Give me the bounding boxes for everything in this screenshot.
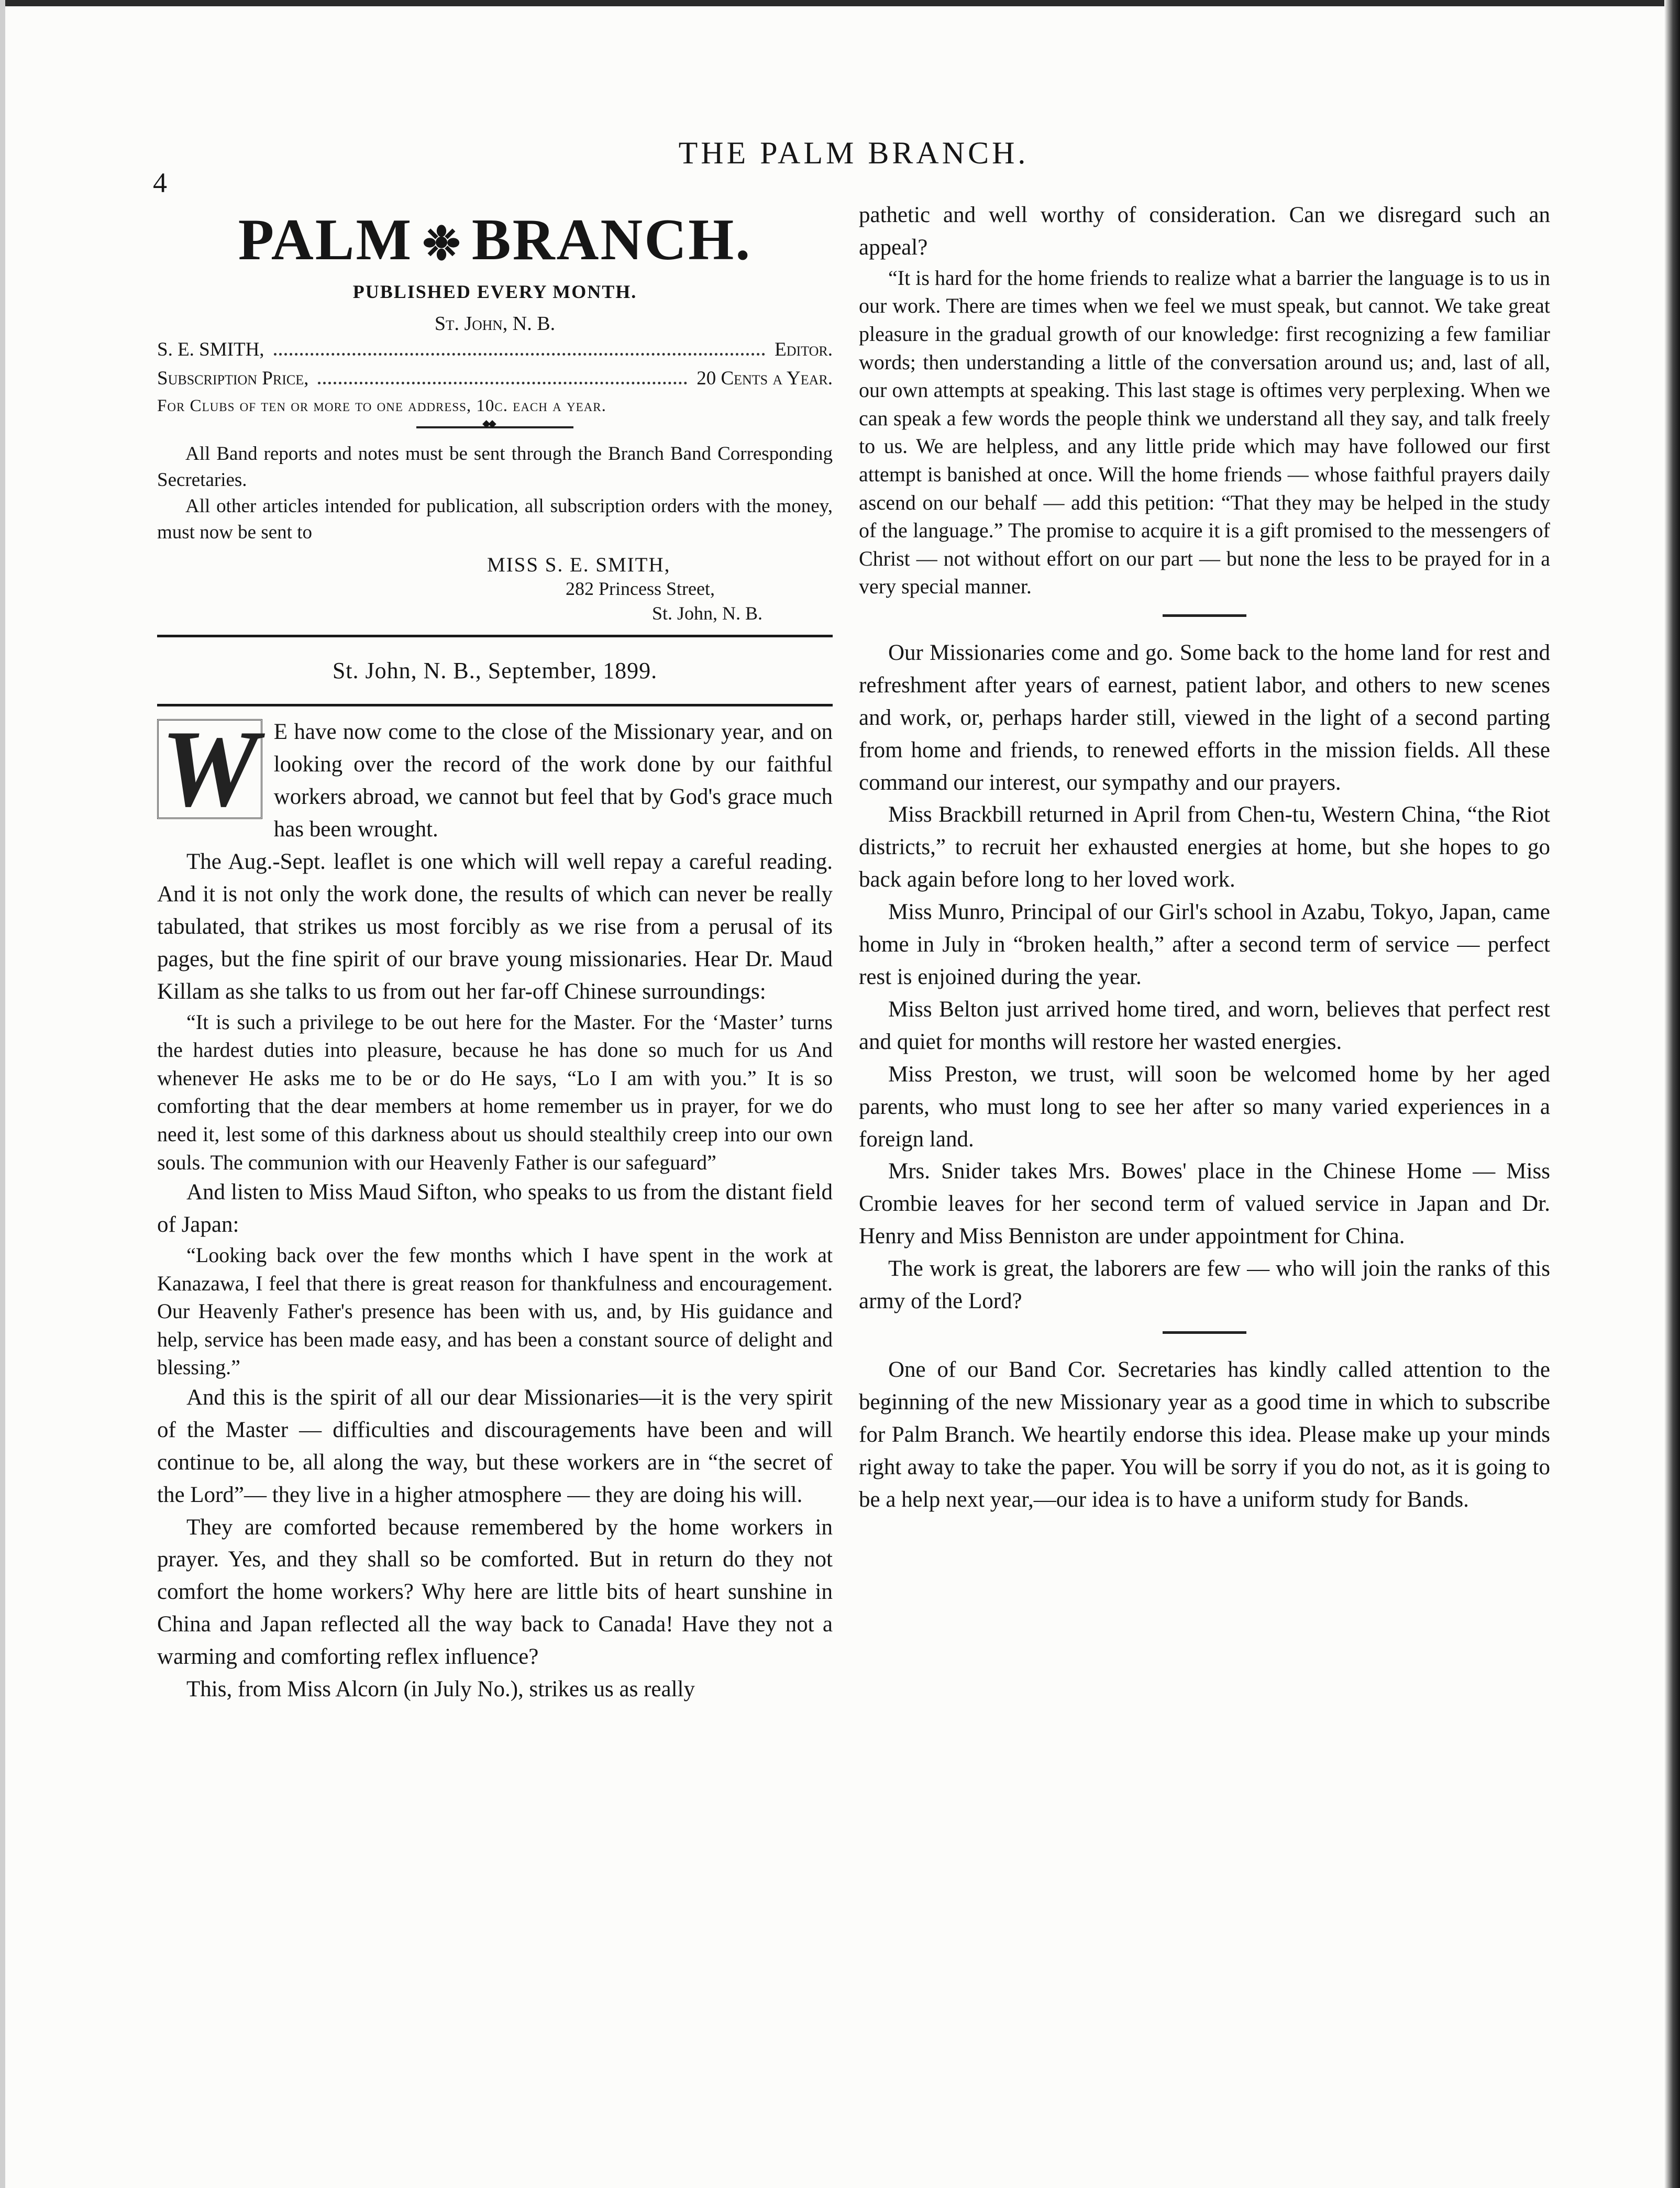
section-divider: [1163, 614, 1246, 617]
paragraph: This, from Miss Alcorn (in July No.), strikes us as really: [186, 1677, 695, 1702]
quotation: “Looking back over the few months which I have spent in the work at Kanazawa, I feel that there is great reason for thankfulness and encouragement. Our Heavenly Father's presence has been with us, and, by His guidance and help, service has been made easy, and has been a constant source of delight and blessing.”: [157, 1243, 833, 1379]
editor-name: S. E. SMITH,: [157, 338, 264, 360]
section-divider: [1163, 1331, 1246, 1334]
paragraph: The work is great, the laborers are few — who will join the ranks of this army of the Lord?: [859, 1256, 1550, 1314]
paragraph: Mrs. Snider takes Mrs. Bowes' place in the Chinese Home — Miss Crombie leaves for her second term of valued service in Japan and Dr. Henry and Miss Benniston are under appointment for China.: [859, 1159, 1550, 1249]
published-line: PUBLISHED EVERY MONTH.: [352, 281, 637, 302]
masthead-title: [157, 209, 833, 271]
price-value: 20 Cents a Year.: [697, 368, 833, 390]
address-street: 282 Princess Street,: [566, 578, 715, 599]
notice-band-reports: All Band reports and notes must be sent through the Branch Band Corresponding Secretaries.: [157, 443, 833, 491]
horizontal-rule: [157, 635, 833, 637]
notices: [157, 441, 833, 546]
paragraph: Our Missionaries come and go. Some back to the home land for rest and refreshment after years of earnest, patient labor, and others to new scenes and work, or, perhaps harder still, viewed in the light of a second parting from home and friends, to renewed efforts in the mission fields. All these command our interest, our sympathy and our prayers.: [859, 640, 1550, 795]
paragraph: Miss Munro, Principal of our Girl's school in Azabu, Tokyo, Japan, came home in July in “broken health,” after a second term of service — perfect rest is enjoined during the year.: [859, 900, 1550, 989]
editorial-left: [157, 716, 833, 1706]
address-city: St. John, N. B.: [652, 602, 763, 624]
paragraph: Miss Preston, we trust, will soon be welcomed home by her aged parents, who must long to see her after so many varied experiences in a foreign land.: [859, 1062, 1550, 1152]
page-number: 4: [153, 167, 167, 198]
quotation: “It is hard for the home friends to realize what a barrier the language is to us in our work. There are times when we feel we must speak, but cannot. We take great pleasure in the gradual growth of our knowledge: first recognizing a few familiar words; then understanding a little of the conversation around us; and, last of all, our own attempts at speaking. This last stage is oftimes very perplexing. When we can speak a few words the people think we understand all they say, and talk freely to us. We are helpless, and any little pride which may have followed our first attempt is banished at once. Will the home friends — whose faithful prayers daily ascend on our behalf — add this petition: “That they may be helped in the study of the language.” The promise to acquire it is a gift promised to the messengers of Christ — not without effort on our part — but none the less to be prayed for in a very special manner.: [859, 266, 1550, 599]
horizontal-rule: [157, 704, 833, 706]
scan-right-edge: [1664, 0, 1680, 2188]
quotation: “It is such a privilege to be out here for the Master. For the ‘Master’ turns the hardest duties into pleasure, because he has done so much for us And whenever He asks me to be or do He says, “Lo I am with you.” It is so comforting that the dear members at home remember us in prayer, for we do need it, lest some of this darkness about us should stealthily creep into our own souls. The communion with our Heavenly Father is our safeguard”: [157, 1010, 833, 1174]
masthead-title-left: PALM: [238, 207, 413, 272]
scan-top-border: [0, 0, 1680, 6]
opening-paragraph: [157, 716, 833, 846]
drop-cap: W: [157, 719, 262, 819]
leader-dots: [318, 382, 687, 384]
paragraph: The Aug.-Sept. leaflet is one which will well repay a careful reading. And it is not only the work done, the results of which can never be really tabulated, that strikes us most forcibly as we rise from a perusal of its pages, but the fine spirit of our brave young missionaries. Hear Dr. Maud Killam as she talks to us from out her far-off Chinese surroundings:: [157, 849, 833, 1004]
notice-other-articles: All other articles intended for publication, all subscription orders with the money, must now be sent to: [157, 495, 833, 543]
clubs-rate: For Clubs of ten or more to one address, 10c. each a year.: [157, 396, 606, 415]
ornamental-rule: [416, 426, 573, 428]
masthead-place: St. John, N. B.: [434, 312, 556, 335]
editor-label: Editor.: [775, 338, 833, 360]
dateline: St. John, N. B., September, 1899.: [332, 658, 658, 684]
price-label: Subscription Price,: [157, 368, 309, 390]
running-title: THE PALM BRANCH.: [678, 136, 1029, 170]
editor-row: [157, 335, 833, 364]
scan-left-edge: [0, 0, 5, 2188]
paragraph: Miss Belton just arrived home tired, and worn, believes that perfect rest and quiet for months will restore her wasted energies.: [859, 997, 1550, 1054]
right-column: [859, 199, 1550, 1516]
paragraph: E have now come to the close of the Missionary year, and on looking over the record of the work done by our faithful workers abroad, we cannot but feel that by God's grace much has been wrought.: [273, 720, 833, 842]
paragraph: Miss Brackbill returned in April from Chen-tu, Western China, “the Riot districts,” to recruit her exhausted energies at home, but she hopes to go back again before long to her loved work.: [859, 802, 1550, 892]
price-row: [157, 364, 833, 393]
paragraph-continued: pathetic and well worthy of consideration. Can we disregard such an appeal?: [859, 203, 1550, 260]
masthead-ornament-icon: ❉: [422, 219, 462, 270]
leader-dots: [274, 353, 766, 356]
paragraph: They are comforted because remembered by the home workers in prayer. Yes, and they shall so be comforted. But in return do they not comfort the home workers? Why here are little bits of heart sunshine in China and Japan reflected all the way back to Canada! Have they not a warming and comforting reflex influence?: [157, 1515, 833, 1670]
masthead-title-right: BRANCH.: [471, 207, 752, 272]
address-name: MISS S. E. SMITH,: [487, 553, 671, 576]
paragraph: One of our Band Cor. Secretaries has kindly called attention to the beginning of the new Missionary year as a good time in which to subscribe for Palm Branch. We heartily endorse this idea. Please make up your minds right away to take the paper. You will be sorry if you do not, as it is going to be a help next year,—our idea is to have a uniform study for Bands.: [859, 1357, 1550, 1512]
paragraph: And listen to Miss Maud Sifton, who speaks to us from the distant field of Japan:: [157, 1180, 833, 1237]
left-column: [157, 209, 833, 1706]
paragraph: And this is the spirit of all our dear Missionaries—it is the very spirit of the Master — difficulties and discouragements have been and will continue to be, all along the way, but these workers are in “the secret of the Lord”— they live in a higher atmosphere — they are doing his will.: [157, 1385, 833, 1507]
